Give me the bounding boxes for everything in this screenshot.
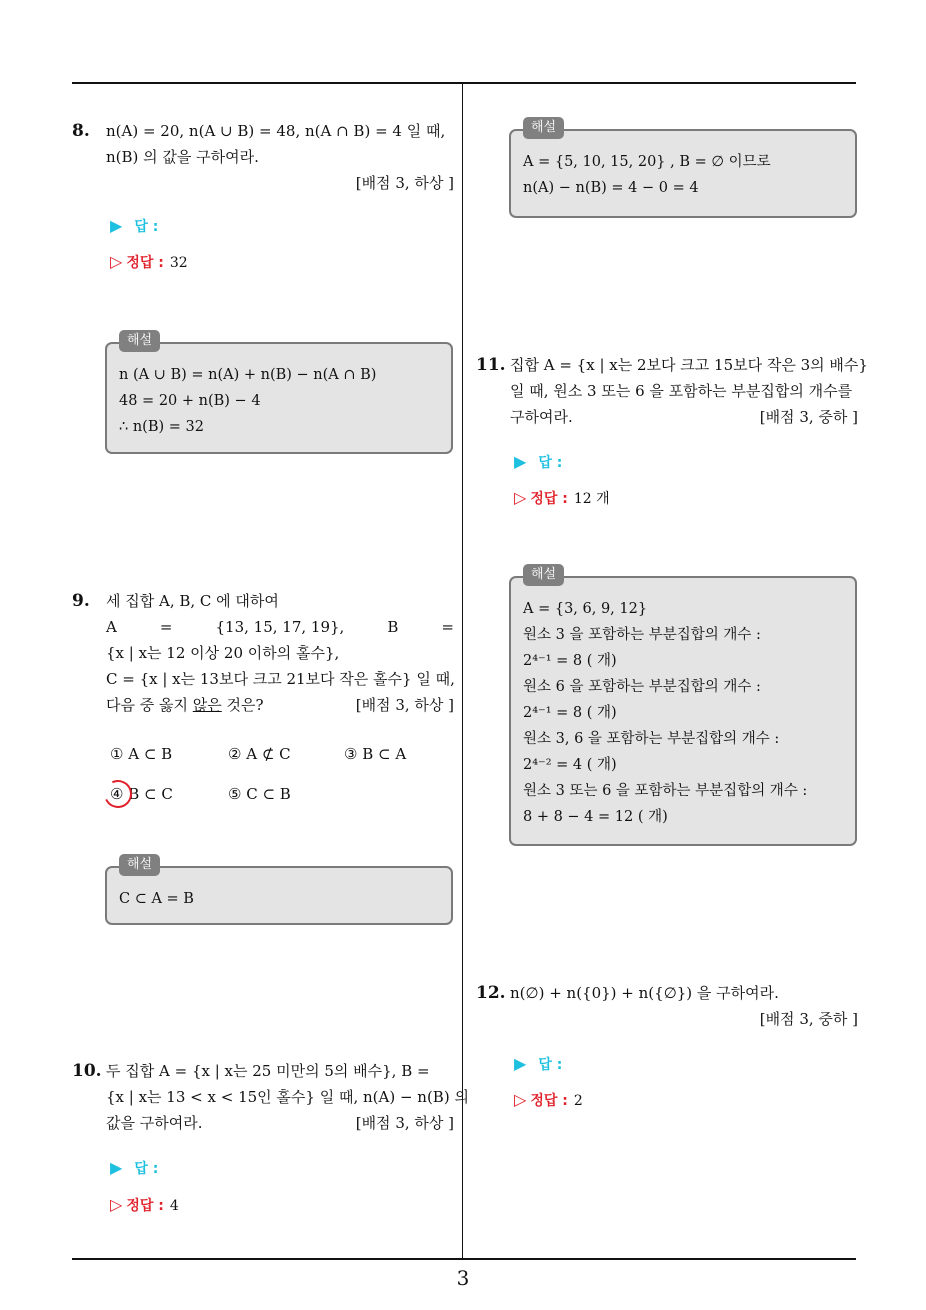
question-text: 다음 중 옳지 않은 것은? [배점 3, 하상 ]	[106, 692, 454, 718]
question-text: 구하여라. [배점 3, 중하 ]	[510, 404, 858, 430]
question-number: 9.	[72, 591, 90, 611]
correct-value: 32	[169, 255, 188, 271]
triangle-icon: ▷	[514, 488, 527, 507]
play-icon: ▶	[110, 1158, 123, 1177]
solution-line: 원소 3 을 포함하는 부분집합의 개수 :	[523, 627, 761, 643]
answer-line[interactable]	[514, 1054, 562, 1074]
question-text: 세 집합 A, B, C 에 대하여	[106, 592, 279, 610]
question-number: 10.	[72, 1061, 102, 1081]
question-8	[72, 118, 454, 196]
question-text: 집합 A = {x | x는 2보다 크고 15보다 작은 3의 배수}	[510, 356, 868, 374]
bottom-rule	[72, 1258, 856, 1260]
question-text: 일 때, 원소 3 또는 6 을 포함하는 부분집합의 개수를	[510, 382, 853, 400]
solution-line: C ⊂ A = B	[119, 891, 194, 907]
solution-badge: 해설	[119, 854, 160, 876]
solution-line: 원소 3, 6 을 포함하는 부분집합의 개수 :	[523, 731, 780, 747]
solution-line: 2⁴⁻² = 4 ( 개)	[523, 757, 617, 773]
correct-answer: ▷ 정답 : 12 개	[514, 488, 610, 507]
answer-line[interactable]	[110, 216, 158, 236]
score-label: [배점 3, 하상 ]	[355, 174, 454, 192]
page-number: 3	[456, 1266, 470, 1290]
triangle-icon: ▷	[110, 1195, 123, 1214]
solution-line: n(A) − n(B) = 4 − 0 = 4	[523, 180, 699, 196]
choice-1[interactable]: ① A ⊂ B	[110, 745, 173, 763]
question-text: 두 집합 A = {x | x는 25 미만의 5의 배수}, B =	[106, 1062, 430, 1080]
answer-label: 답 :	[134, 219, 159, 235]
correct-answer: ▷ 정답 : 2	[514, 1090, 583, 1109]
correct-value: 4	[169, 1198, 179, 1214]
question-9	[72, 588, 454, 718]
score-label: [배점 3, 중하 ]	[759, 1010, 858, 1028]
question-text: C = {x | x는 13보다 크고 21보다 작은 홀수} 일 때,	[106, 670, 455, 688]
solution-line: 2⁴⁻¹ = 8 ( 개)	[523, 653, 617, 669]
question-text: n(∅) + n({0}) + n({∅}) 을 구하여라.	[510, 984, 779, 1002]
solution-line: ∴ n(B) = 32	[119, 419, 204, 435]
solution-line: 2⁴⁻¹ = 8 ( 개)	[523, 705, 617, 721]
question-12	[476, 980, 858, 1032]
column-divider	[462, 83, 463, 1259]
answer-label: 답 :	[134, 1161, 159, 1177]
question-text: {x | x는 12 이상 20 이하의 홀수},	[106, 644, 340, 662]
solution-line: A = {3, 6, 9, 12}	[523, 601, 648, 617]
solution-line: A = {5, 10, 15, 20} , B = ∅ 이므로	[523, 154, 771, 170]
play-icon: ▶	[110, 216, 123, 235]
solution-line: n (A ∪ B) = n(A) + n(B) − n(A ∩ B)	[119, 367, 377, 383]
selected-answer-mark	[100, 776, 136, 812]
solution-badge: 해설	[523, 564, 564, 586]
answer-label: 답 :	[538, 455, 563, 471]
solution-box	[509, 567, 857, 846]
score-label: [배점 3, 하상 ]	[355, 696, 454, 714]
question-number: 8.	[72, 121, 90, 141]
correct-value: 2	[573, 1093, 583, 1109]
answer-line[interactable]	[514, 452, 562, 472]
choice-3[interactable]: ③ B ⊂ A	[344, 745, 407, 763]
triangle-icon: ▷	[110, 252, 123, 271]
choice-5[interactable]: ⑤ C ⊂ B	[228, 785, 291, 803]
solution-line: 8 + 8 − 4 = 12 ( 개)	[523, 809, 668, 825]
question-text: n(B) 의 값을 구하여라.	[106, 148, 259, 166]
correct-answer: ▷ 정답 : 32	[110, 252, 188, 271]
question-text: A = {13, 15, 17, 19}, B =	[106, 618, 454, 636]
solution-line: 원소 3 또는 6 을 포함하는 부분집합의 개수 :	[523, 783, 808, 799]
solution-badge: 해설	[523, 117, 564, 139]
solution-line: 48 = 20 + n(B) − 4	[119, 393, 261, 409]
question-text: 값을 구하여라. [배점 3, 하상 ]	[106, 1110, 454, 1136]
question-number: 11.	[476, 355, 506, 375]
question-text: n(A) = 20, n(A ∪ B) = 48, n(A ∩ B) = 4 일 때,	[106, 122, 446, 140]
solution-badge: 해설	[119, 330, 160, 352]
solution-line: 원소 6 을 포함하는 부분집합의 개수 :	[523, 679, 761, 695]
answer-line[interactable]	[110, 1158, 158, 1178]
question-10	[72, 1058, 469, 1136]
question-number: 12.	[476, 983, 506, 1003]
answer-label: 답 :	[538, 1057, 563, 1073]
play-icon: ▶	[514, 452, 527, 471]
question-11	[476, 352, 868, 430]
solution-box	[105, 333, 453, 454]
choice-2[interactable]: ② A ⊄ C	[228, 745, 291, 763]
solution-box	[509, 120, 857, 218]
solution-box	[105, 857, 453, 925]
choice-4[interactable]: ④ B ⊂ C	[110, 785, 173, 803]
score-label: [배점 3, 중하 ]	[759, 408, 858, 426]
question-text: {x | x는 13 < x < 15인 홀수} 일 때, n(A) − n(B) 의	[106, 1088, 469, 1106]
correct-value: 12 개	[573, 491, 610, 507]
triangle-icon: ▷	[514, 1090, 527, 1109]
top-rule	[72, 82, 856, 84]
score-label: [배점 3, 하상 ]	[355, 1114, 454, 1132]
correct-answer: ▷ 정답 : 4	[110, 1195, 179, 1214]
play-icon: ▶	[514, 1054, 527, 1073]
